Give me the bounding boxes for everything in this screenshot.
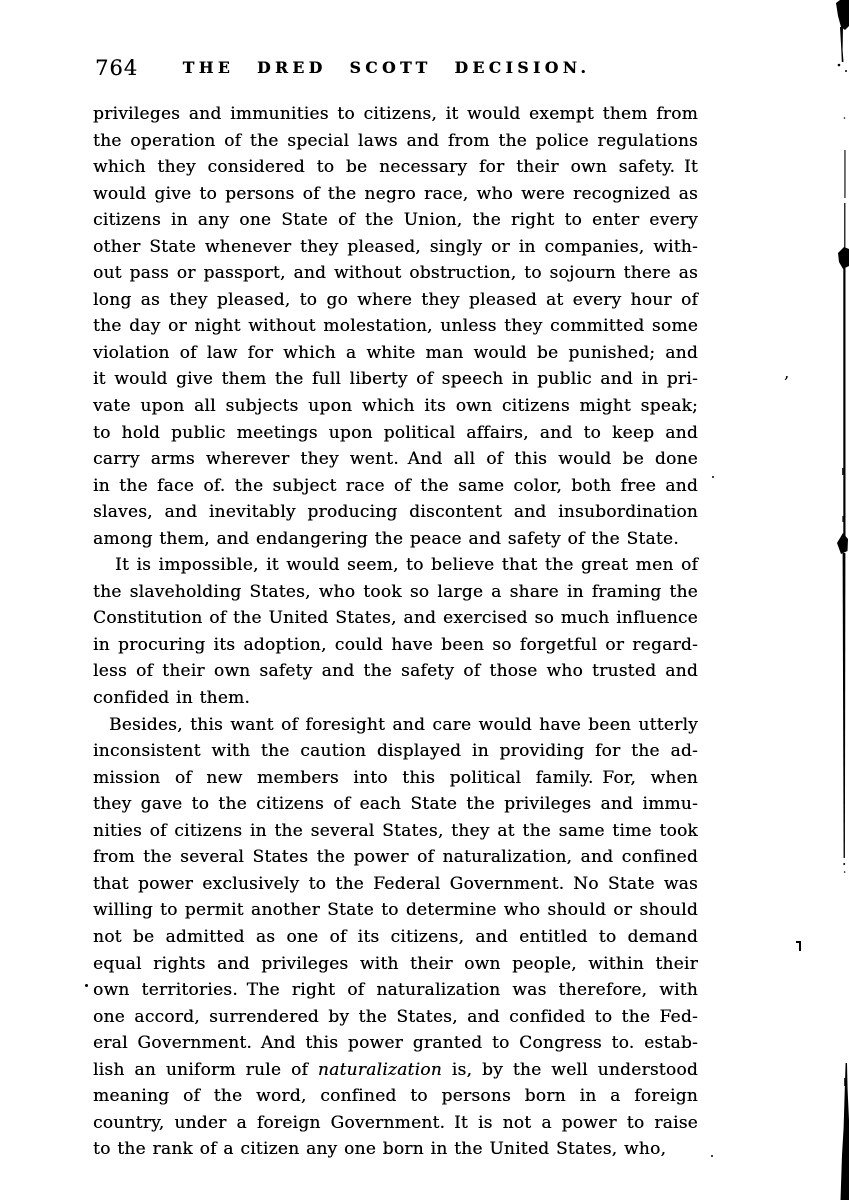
text-line: out pass or passport, and without obstruction, to sojourn there as: [93, 263, 698, 284]
text-line: would give to persons of the negro race, who were recognized as: [93, 183, 698, 204]
text-line: equal rights and privileges with their own people, within their: [93, 953, 698, 974]
text-line: long as they pleased, to go where they pleased at every hour of: [93, 289, 698, 310]
paragraph: [93, 552, 698, 711]
text-line: to the rank of a citizen any one born in the United States, who,: [93, 1139, 667, 1160]
text-line: Besides, this want of foresight and care would have been utterly: [109, 714, 698, 735]
text-line: that power exclusively to the Federal Government. No State was: [93, 873, 698, 894]
page-number: 764: [95, 56, 139, 80]
text-line: slaves, and inevitably producing discontent and insubordination: [93, 502, 698, 523]
text-line: the day or night without molestation, unless they committed some: [93, 316, 698, 337]
ink-fleck: [85, 984, 88, 987]
text-line: in procuring its adoption, could have been so forgetful or regard-: [93, 634, 698, 655]
ink-fleck: [711, 1155, 713, 1157]
text-line: It is impossible, it would seem, to believe that the great men of: [115, 555, 698, 576]
text-line: to hold public meetings upon political affairs, and to keep and: [93, 422, 698, 443]
ink-fleck: [712, 476, 714, 478]
text-line: country, under a foreign Government. It is not a power to raise: [93, 1112, 698, 1133]
running-title: THE DRED SCOTT DECISION.: [182, 58, 591, 77]
text-line: it would give them the full liberty of speech in public and in pri-: [93, 369, 698, 390]
text-line: the operation of the special laws and from the police regulations: [93, 130, 698, 151]
running-header: [93, 54, 700, 84]
text-line: citizens in any one State of the Union, the right to enter every: [93, 210, 698, 231]
text-line: meaning of the word, confined to persons born in a foreign: [93, 1086, 698, 1107]
text-line: willing to permit another State to determine who should or should: [93, 900, 698, 921]
text-line: inconsistent with the caution displayed in providing for the ad-: [93, 741, 698, 762]
text-line: which they considered to be necessary for their own safety. It: [93, 157, 698, 178]
text-segment: is, by the well understood: [441, 1059, 698, 1080]
text-segment: lish an uniform rule of: [93, 1059, 318, 1080]
text-line: own territories. The right of naturalization was therefore, with: [93, 980, 698, 1001]
ink-fleck: [799, 941, 801, 951]
ink-fleck: ,: [784, 363, 790, 383]
text-line: nities of citizens in the several States, they at the same time took: [93, 820, 698, 841]
text-line: in the face of. the subject race of the same color, both free and: [93, 475, 698, 496]
text-line: from the several States the power of naturalization, and confined: [93, 847, 698, 868]
scan-edge-artifact: [819, 0, 849, 1200]
text-line: less of their own safety and the safety of those who trusted and: [93, 661, 698, 682]
text-line: carry arms wherever they went. And all of this would be done: [93, 449, 698, 470]
text-line: eral Government. And this power granted to Congress to. estab-: [93, 1033, 698, 1054]
text-line: not be admitted as one of its citizens, and entitled to demand: [93, 926, 698, 947]
body-text: [93, 101, 698, 1163]
text-line: violation of law for which a white man would be punished; and: [93, 342, 698, 363]
paragraph: [93, 101, 698, 552]
paragraph: [93, 712, 698, 1163]
italic-word: naturalization: [317, 1059, 442, 1080]
text-line: privileges and immunities to citizens, it would exempt them from: [93, 104, 698, 124]
text-line: mission of new members into this political family. For, when: [93, 767, 698, 788]
text-line: [93, 1057, 698, 1084]
text-line: among them, and endangering the peace and safety of the State.: [93, 528, 679, 549]
text-line: Constitution of the United States, and exercised so much influence: [93, 608, 698, 629]
text-line: confided in them.: [93, 688, 251, 709]
text-line: the slaveholding States, who took so large a share in framing the: [93, 581, 698, 602]
text-line: one accord, surrendered by the States, and confided to the Fed-: [93, 1006, 698, 1027]
text-line: they gave to the citizens of each State the privileges and immu-: [93, 794, 698, 815]
text-line: other State whenever they pleased, singly or in companies, with-: [93, 236, 698, 257]
text-line: vate upon all subjects upon which its own citizens might speak;: [93, 396, 698, 417]
